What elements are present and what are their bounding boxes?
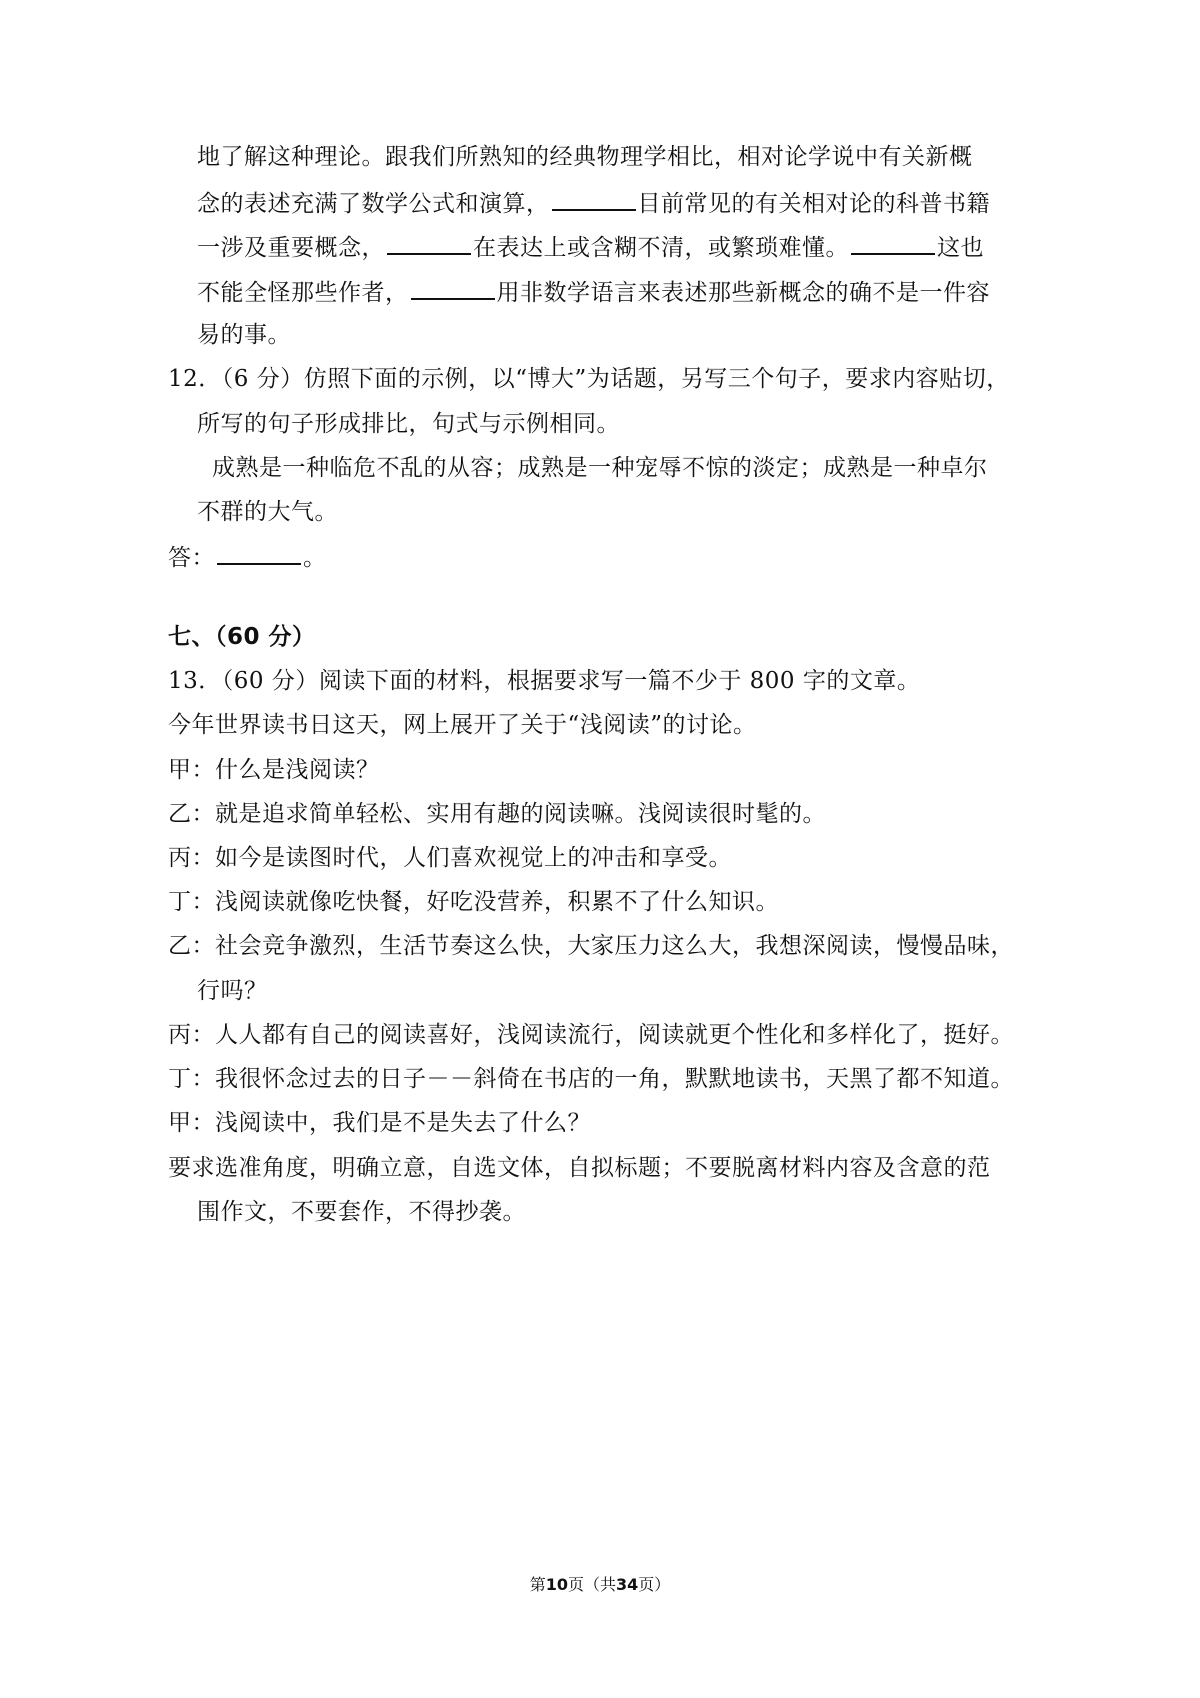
q13-line-13: 围作文，不要套作，不得抄袭。 bbox=[197, 1199, 526, 1225]
passage-line-3 bbox=[197, 231, 984, 263]
fill-blank-3 bbox=[851, 231, 935, 255]
footer-mid: 页（共 bbox=[567, 1575, 616, 1594]
passage-line-3a: 一涉及重要概念， bbox=[197, 235, 385, 261]
q13-line-12: 要求选准角度，明确立意，自选文体，自拟标题；不要脱离材料内容及含意的范 bbox=[168, 1155, 991, 1181]
footer-total-pages: 34 bbox=[616, 1575, 639, 1594]
footer-page-number: 10 bbox=[545, 1575, 568, 1594]
q13-line-1: 13．（60 分）阅读下面的材料，根据要求写一篇不少于 800 字的文章。 bbox=[168, 668, 921, 694]
section-title: 七、（60 分） bbox=[168, 624, 316, 650]
q13-line-2: 今年世界读书日这天，网上展开了关于“浅阅读”的讨论。 bbox=[168, 712, 757, 738]
q13-line-6: 丁：浅阅读就像吃快餐，好吃没营养，积累不了什么知识。 bbox=[168, 889, 779, 915]
q13-line-5: 丙：如今是读图时代，人们喜欢视觉上的冲击和享受。 bbox=[168, 845, 732, 871]
passage-line-2b: 目前常见的有关相对论的科普书籍 bbox=[637, 191, 990, 217]
footer-suffix: 页） bbox=[638, 1575, 671, 1594]
q13-line-4: 乙：就是追求简单轻松、实用有趣的阅读嘛。浅阅读很时髦的。 bbox=[168, 801, 826, 827]
fill-blank-1 bbox=[552, 187, 636, 211]
answer-label: 答： bbox=[168, 545, 215, 571]
passage-line-4a: 不能全怪那些作者， bbox=[197, 280, 409, 306]
page-footer bbox=[0, 1575, 1200, 1595]
q13-line-7: 乙：社会竞争激烈，生活节奏这么快，大家压力这么大，我想深阅读，慢慢品味， bbox=[168, 933, 1014, 959]
passage-line-2a: 念的表述充满了数学公式和演算， bbox=[197, 191, 550, 217]
footer-prefix: 第 bbox=[529, 1575, 546, 1594]
q13-line-8: 行吗？ bbox=[197, 978, 268, 1004]
passage-line-2 bbox=[197, 187, 990, 219]
q13-line-9: 丙：人人都有自己的阅读喜好，浅阅读流行，阅读就更个性化和多样化了，挺好。 bbox=[168, 1022, 1014, 1048]
fill-blank-4 bbox=[411, 276, 495, 300]
passage-line-3b: 在表达上或含糊不清，或繁琐难懂。 bbox=[473, 235, 849, 261]
q12-example-2: 不群的大气。 bbox=[197, 499, 338, 525]
q13-line-10: 丁：我很怀念过去的日子－－斜倚在书店的一角，默默地读书，天黑了都不知道。 bbox=[168, 1066, 1014, 1092]
q12-line-1: 12．（6 分）仿照下面的示例，以“博大”为话题，另写三个句子，要求内容贴切， bbox=[168, 366, 1010, 392]
q13-line-3: 甲：什么是浅阅读？ bbox=[168, 757, 380, 783]
passage-line-1: 地了解这种理论。跟我们所熟知的经典物理学相比，相对论学说中有关新概 bbox=[197, 144, 973, 170]
answer-end: 。 bbox=[303, 545, 327, 571]
q13-line-11: 甲：浅阅读中，我们是不是失去了什么？ bbox=[168, 1110, 591, 1136]
q12-line-2: 所写的句子形成排比，句式与示例相同。 bbox=[197, 411, 620, 437]
q12-answer bbox=[168, 541, 327, 573]
q12-example-1: 成熟是一种临危不乱的从容；成熟是一种宠辱不惊的淡定；成熟是一种卓尔 bbox=[212, 455, 988, 481]
passage-line-4b: 用非数学语言来表述那些新概念的确不是一件容 bbox=[496, 280, 990, 306]
passage-line-3c: 这也 bbox=[937, 235, 984, 261]
fill-blank-2 bbox=[387, 231, 471, 255]
passage-line-5: 易的事。 bbox=[197, 322, 291, 348]
answer-blank bbox=[217, 541, 301, 565]
passage-line-4 bbox=[197, 276, 990, 308]
